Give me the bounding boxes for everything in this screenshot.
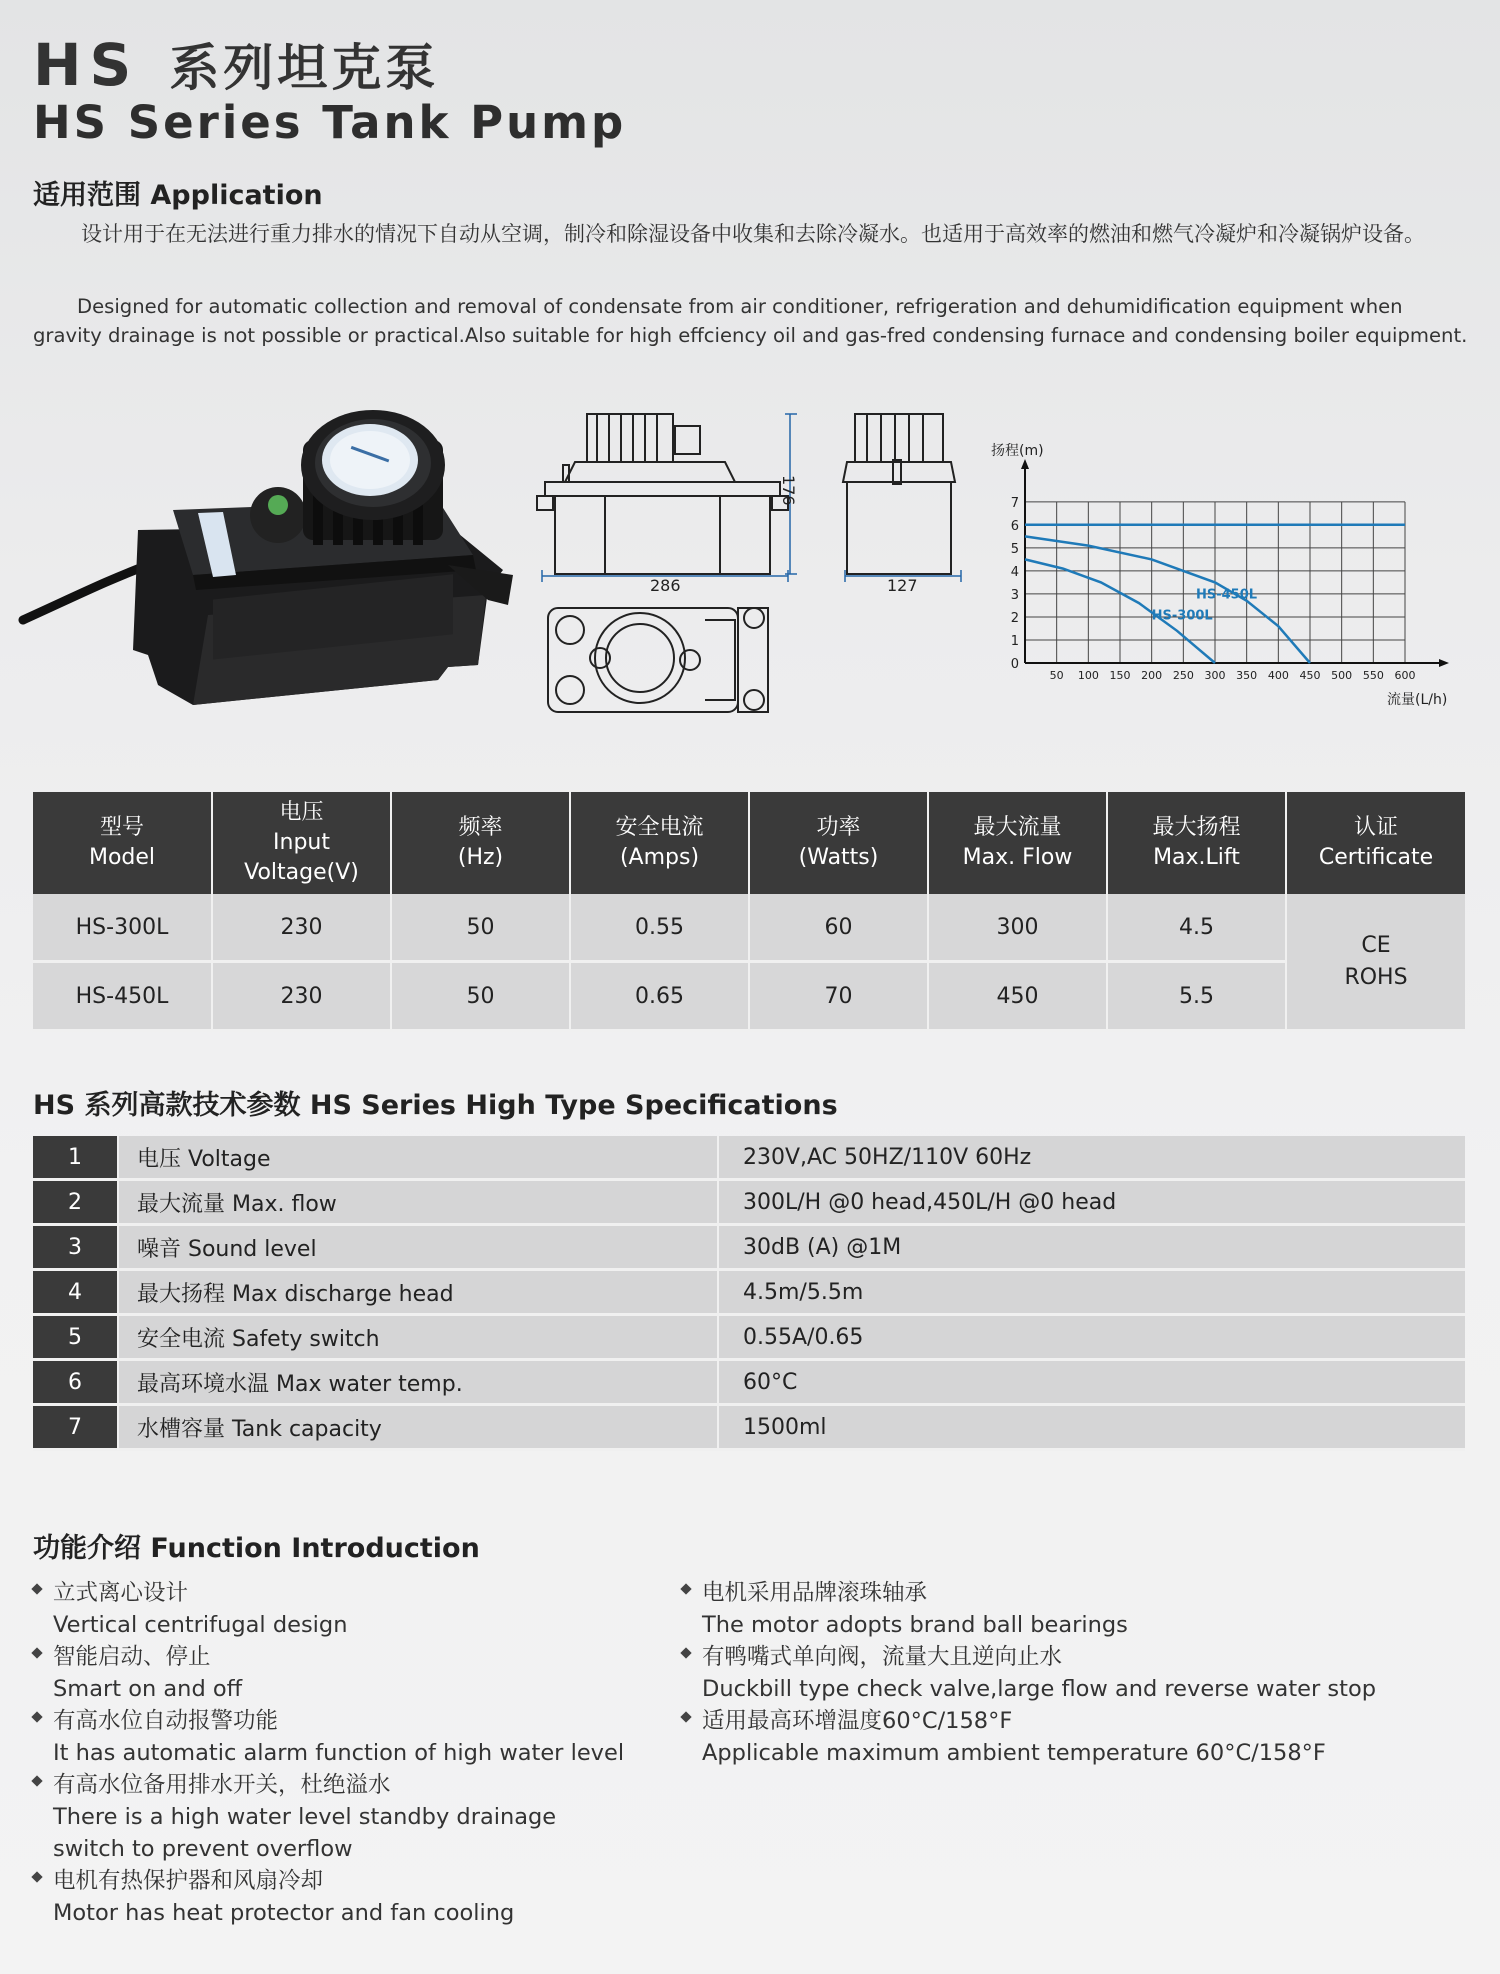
function-text-cn: 立式离心设计 [53,1580,189,1606]
x-tick-label: 100 [1077,669,1099,682]
bullet-icon [31,1775,42,1786]
header-text: (Watts) [798,845,879,870]
bullet-icon [31,1583,42,1594]
depth-dimension: 127 [887,576,918,595]
x-tick-label: 50 [1049,669,1064,682]
table-cell: 5.5 [1107,962,1286,1031]
spec-value: 0.55A/0.65 [718,1315,1465,1360]
series-label: HS-450L [1196,587,1258,603]
header-text: Voltage(V) [244,860,359,885]
header-text: 认证 [1353,815,1398,840]
model-table-header [33,792,1465,894]
function-item [33,1769,624,1865]
function-text-cn: 电机有热保护器和风扇冷却 [53,1868,324,1894]
header-cell [33,792,212,894]
bullet-icon [31,1711,42,1722]
table-cell: HS-300L [33,894,212,962]
top-view-drawing [540,600,790,720]
function-item [33,1865,624,1929]
table-cell: 0.55 [570,894,749,962]
bullet-icon [680,1583,691,1594]
spec-number: 7 [33,1405,118,1450]
title-cn-text: 系列坦克泵 [169,39,440,97]
header-cell [749,792,928,894]
x-tick-label: 250 [1172,669,1194,682]
spec-label: 安全电流 Safety switch [118,1315,718,1360]
bullet-icon [31,1871,42,1882]
header-text: 型号 [99,815,144,840]
specs-heading: HS 系列高款技术参数 HS Series High Type Specifications [33,1090,838,1121]
width-dimension: 286 [650,576,681,595]
spec-value: 300L/H @0 head,450L/H @0 head [718,1180,1465,1225]
spec-value: 30dB (A) @1M [718,1225,1465,1270]
application-heading: 适用范围 Application [33,180,323,211]
header-text: (Hz) [457,845,504,870]
performance-chart [985,435,1465,715]
series-label: HS-300L [1151,608,1213,624]
side-view-drawing [835,410,965,585]
header-text: Model [88,845,156,870]
table-cell: 0.65 [570,962,749,1031]
table-cell: 60 [749,894,928,962]
function-item [682,1641,1376,1705]
certificate-text: ROHS [1344,964,1408,990]
function-item [33,1705,624,1769]
certificate-cell [1286,894,1465,1031]
spec-label: 噪音 Sound level [118,1225,718,1270]
spec-label: 最大流量 Max. flow [118,1180,718,1225]
certificate-text: CE [1361,932,1391,958]
spec-row [33,1270,1465,1315]
spec-label: 最大扬程 Max discharge head [118,1270,718,1315]
height-dimension: 176 [779,475,798,506]
header-text: 安全电流 [615,815,704,840]
spec-number: 5 [33,1315,118,1360]
bullet-icon [680,1647,691,1658]
header-text: Certificate [1318,845,1434,870]
function-text-en: Duckbill type check valve,large flow and reverse water stop [702,1676,1377,1702]
table-cell: 300 [928,894,1107,962]
header-text: 功率 [816,815,861,840]
header-text: 频率 [458,815,503,840]
spec-label: 水槽容量 Tank capacity [118,1405,718,1450]
spec-value: 1500ml [718,1405,1465,1450]
spec-value: 230V,AC 50HZ/110V 60Hz [718,1136,1465,1180]
function-text-cn: 有鸭嘴式单向阀，流量大且逆向止水 [702,1644,1063,1670]
function-text-en: Applicable maximum ambient temperature 60°C/158°F [702,1740,1326,1766]
functions-left-column [33,1577,624,1929]
function-text-cn: 有高水位备用排水开关，杜绝溢水 [53,1772,391,1798]
y-tick-label: 1 [1010,633,1019,649]
table-cell: 50 [391,962,570,1031]
x-tick-label: 500 [1331,669,1353,682]
header-text: Input [273,830,330,855]
y-axis-arrow [1021,459,1029,469]
table-cell: 70 [749,962,928,1031]
header-text: 最大扬程 [1152,815,1241,840]
spec-number: 4 [33,1270,118,1315]
page-title-en: HS Series Tank Pump [33,96,627,149]
spec-row [33,1315,1465,1360]
series-line [1025,536,1310,663]
spec-number: 2 [33,1180,118,1225]
function-text-cn: 有高水位自动报警功能 [53,1708,279,1734]
x-tick-label: 150 [1109,669,1131,682]
x-tick-label: 300 [1204,669,1226,682]
header-cell [1286,792,1465,894]
table-cell: 230 [212,894,391,962]
spec-value: 4.5m/5.5m [718,1270,1465,1315]
header-cell [1107,792,1286,894]
header-text: 最大流量 [973,815,1062,840]
function-text-en: The motor adopts brand ball bearings [702,1612,1128,1638]
x-tick-label: 400 [1267,669,1289,682]
spec-number: 1 [33,1136,118,1180]
y-tick-label: 5 [1010,541,1019,557]
spec-row [33,1360,1465,1405]
model-table-body [33,894,1465,1031]
model-table [33,792,1465,1032]
table-row [33,894,1465,962]
function-item [682,1577,1376,1641]
y-tick-label: 6 [1010,518,1019,534]
x-axis-arrow [1439,659,1449,667]
spec-value: 60°C [718,1360,1465,1405]
function-item [682,1705,1376,1769]
spec-row [33,1405,1465,1450]
header-cell [570,792,749,894]
spec-label: 电压 Voltage [118,1136,718,1180]
spec-number: 6 [33,1360,118,1405]
header-text: Max. Flow [962,845,1073,870]
title-hs: HS [33,31,140,99]
application-text-cn: 设计用于在无法进行重力排水的情况下自动从空调，制冷和除湿设备中收集和去除冷凝水。也适用于高效率的燃油和燃气冷凝炉和冷凝锅炉设备。 [81,222,1425,246]
bullet-icon [31,1647,42,1658]
header-text: Max.Lift [1153,845,1240,870]
function-text-en: Vertical centrifugal design [53,1612,348,1638]
spec-label: 最高环境水温 Max water temp. [118,1360,718,1405]
y-tick-label: 7 [1010,495,1019,511]
pump-photo-image [18,405,518,715]
function-text-cn: 适用最高环增温度60°C/158°F [702,1708,1013,1734]
table-cell: 230 [212,962,391,1031]
x-tick-label: 600 [1394,669,1416,682]
y-tick-label: 2 [1010,610,1019,626]
functions-right-column [682,1577,1376,1769]
x-tick-label: 350 [1236,669,1258,682]
x-tick-label: 550 [1362,669,1384,682]
spec-number: 3 [33,1225,118,1270]
spec-row [33,1225,1465,1270]
header-cell [928,792,1107,894]
function-text-en: Motor has heat protector and fan cooling [53,1900,515,1926]
page-title-cn [33,28,439,100]
table-cell: 4.5 [1107,894,1286,962]
table-cell: 450 [928,962,1107,1031]
table-cell: 50 [391,894,570,962]
function-text-en: It has automatic alarm function of high water level [53,1740,625,1766]
x-tick-label: 200 [1141,669,1163,682]
chart-ylabel: 扬程(m) [991,443,1044,459]
function-item [33,1641,624,1705]
bullet-icon [680,1711,691,1722]
chart-xlabel: 流量(L/h) [1387,692,1448,708]
y-tick-label: 4 [1010,564,1019,580]
function-text-en: Smart on and off [53,1676,243,1702]
function-text-cn: 智能启动、停止 [53,1644,211,1670]
spec-table [33,1136,1465,1451]
x-tick-label: 450 [1299,669,1321,682]
y-tick-label: 3 [1010,587,1019,603]
header-cell [212,792,391,894]
table-row [33,962,1465,1031]
function-item [33,1577,624,1641]
spec-row [33,1136,1465,1180]
functions-heading: 功能介绍 Function Introduction [33,1533,480,1564]
function-text-en: There is a high water level standby drainage [53,1804,557,1830]
header-text: (Amps) [619,845,700,870]
header-text: 电压 [279,800,324,825]
y-tick-label: 0 [1010,657,1019,672]
application-text-en: Designed for automatic collection and removal of condensate from air conditioner, refrigeration and dehumidification equipment when gravity drainage is not possible or practical.Also suitable for high effciency oil and gas-fred condensing furnace and condensing boiler equipment. [33,295,1468,347]
function-text-cn: 电机采用品牌滚珠轴承 [702,1580,928,1606]
table-cell: HS-450L [33,962,212,1031]
header-cell [391,792,570,894]
spec-row [33,1180,1465,1225]
function-text-en: switch to prevent overflow [53,1836,353,1862]
